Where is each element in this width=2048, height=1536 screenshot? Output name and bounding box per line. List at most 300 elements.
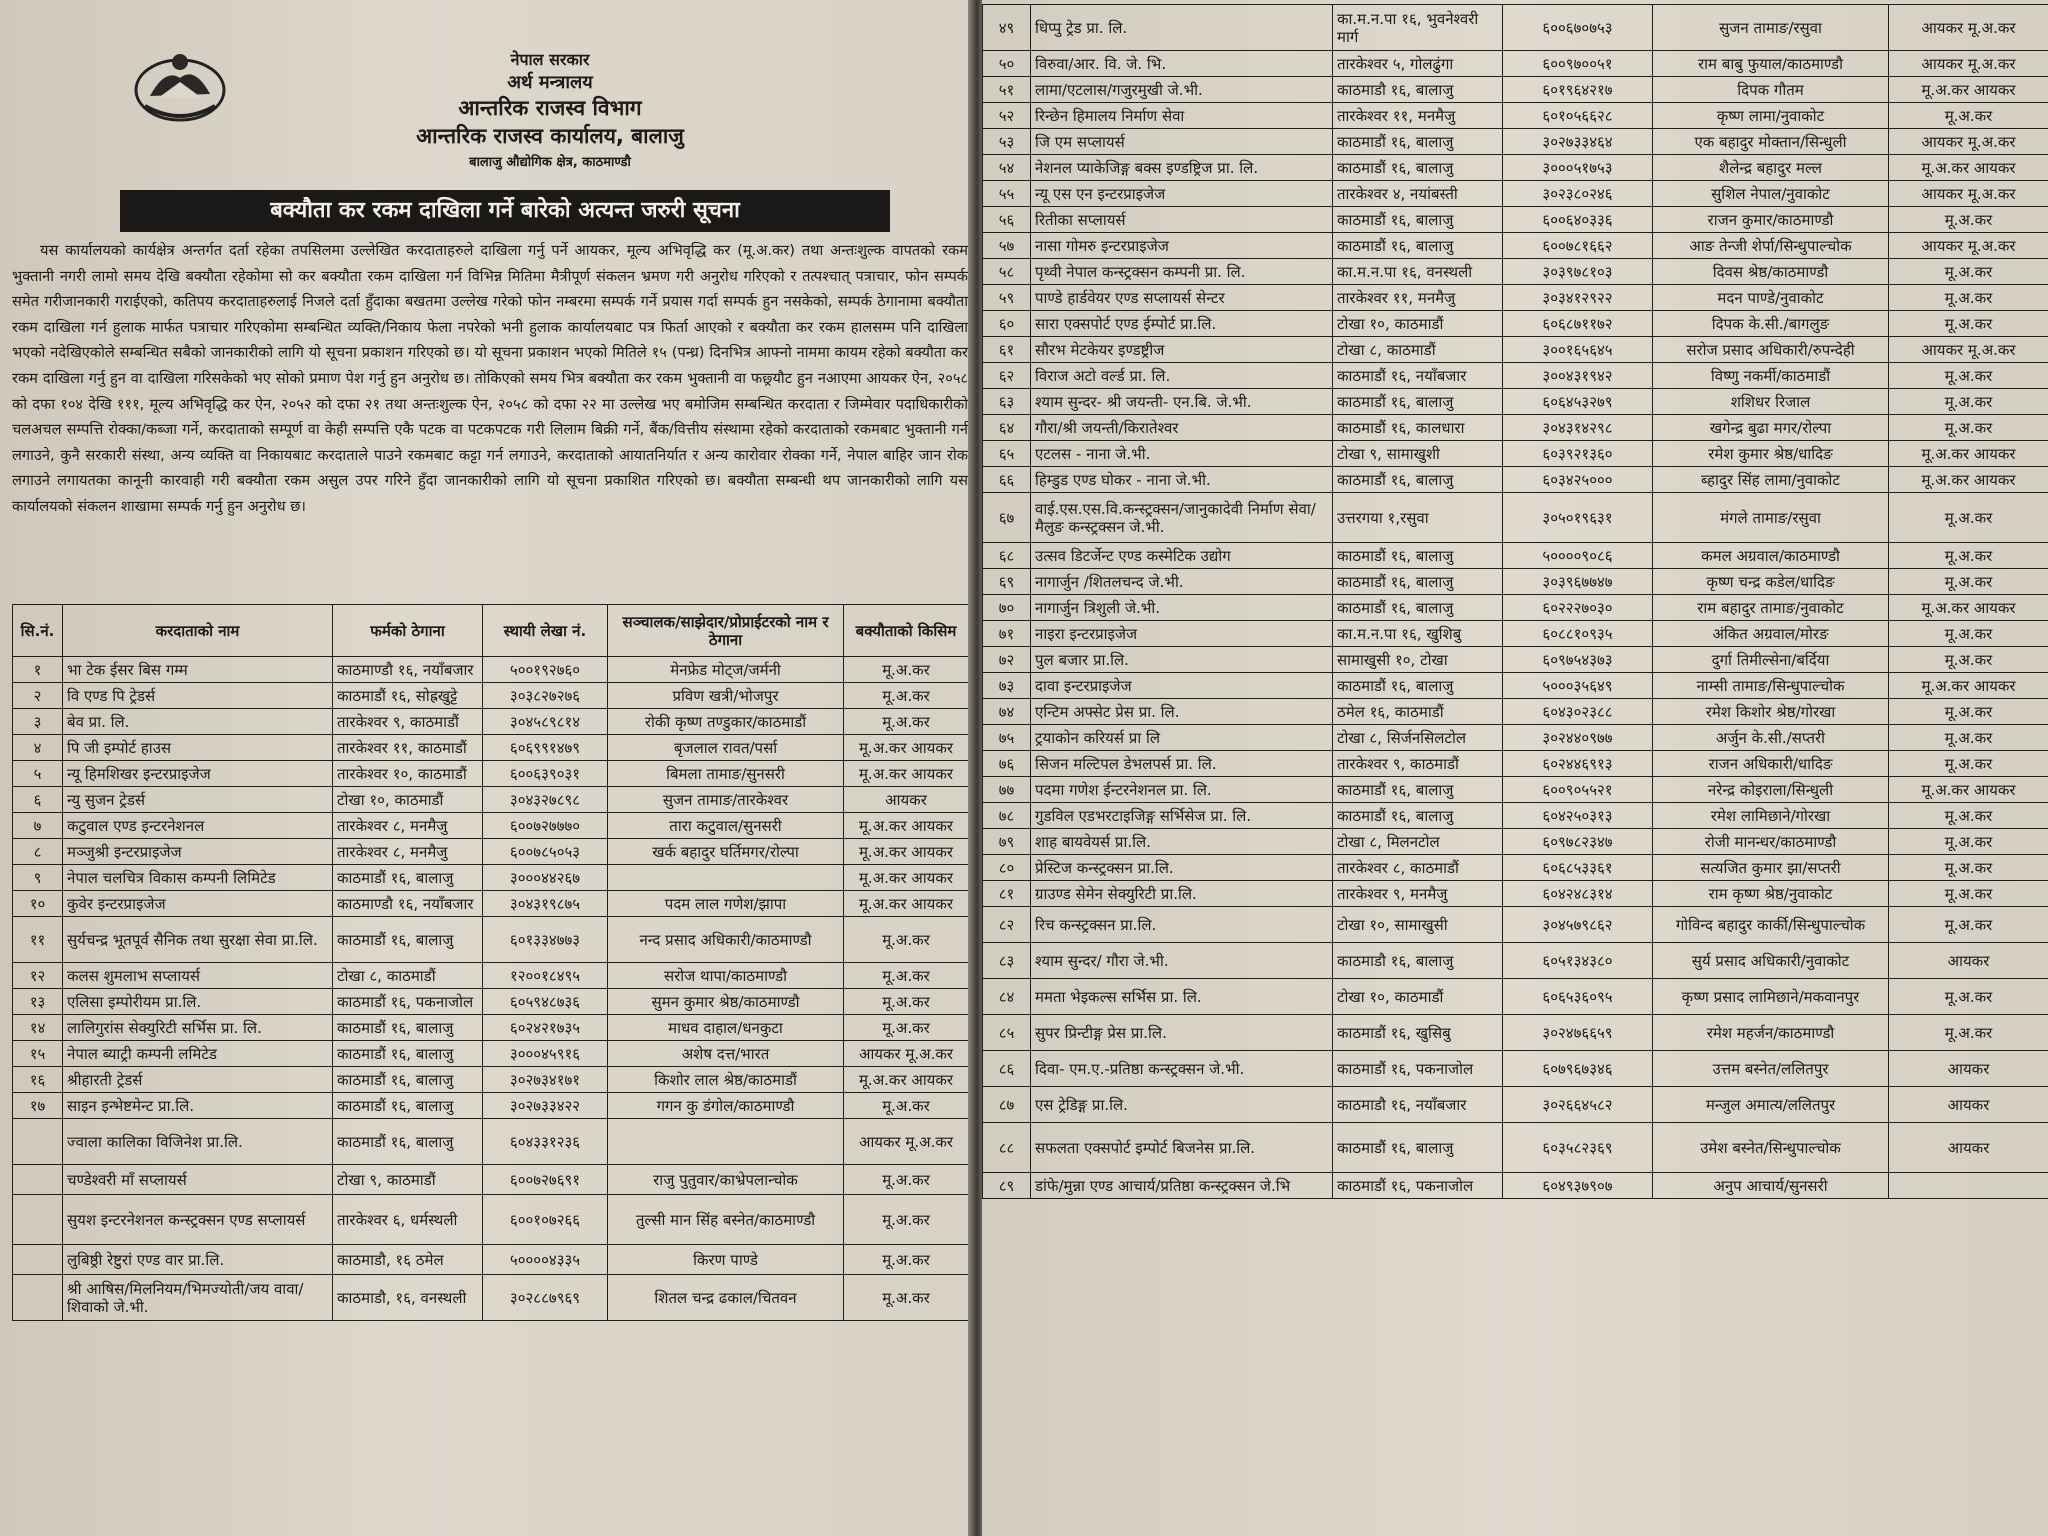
row-name: कुवेर इन्टरप्राइजेज [63, 891, 333, 917]
row-name: पुल बजार प्रा.लि. [1031, 647, 1333, 673]
row-type: मू.अ.कर [844, 1245, 969, 1275]
row-type: मू.अ.कर [844, 917, 969, 963]
row-type: मू.अ.कर [1889, 907, 2048, 943]
row-address: का.म.न.पा १६, खुशिबु [1333, 621, 1503, 647]
table-row [13, 1093, 969, 1119]
row-name: वि एण्ड पि ट्रेडर्स [63, 683, 333, 709]
table-row [13, 657, 969, 683]
row-sn: ५१ [983, 77, 1031, 103]
row-name: वाई.एस.एस.वि.कन्स्ट्रक्सन/जानुकादेवी निर्माण सेवा/मैलुङ कन्स्ट्रक्सन जे.भी. [1031, 493, 1333, 543]
row-name: पृथ्वी नेपाल कन्स्ट्रक्सन कम्पनी प्रा. लि. [1031, 259, 1333, 285]
table-row [983, 777, 2048, 803]
row-type: मू.अ.कर आयकर [1889, 77, 2048, 103]
row-name: नेपाल ब्याट्री कम्पनी लमिटेड [63, 1041, 333, 1067]
row-sn: ७३ [983, 673, 1031, 699]
row-type: आयकर [844, 787, 969, 813]
row-address: ठमेल १६, काठमाडौं [1333, 699, 1503, 725]
nepal-government-emblem [130, 48, 230, 126]
row-address: काठमाडौं १६, बालाजु [1333, 233, 1503, 259]
header-address: फर्मको ठेगाना [333, 605, 483, 657]
table-row [983, 725, 2048, 751]
table-row [983, 699, 2048, 725]
row-pan: ६०५९४८७३६ [483, 989, 608, 1015]
table-row [983, 493, 2048, 543]
header-pan: स्थायी लेखा नं. [483, 605, 608, 657]
row-name: ट्रयाकोन करियर्स प्रा लि [1031, 725, 1333, 751]
row-owner: सरोज थापा/काठमाण्डौ [608, 963, 844, 989]
row-type: आयकर [1889, 1123, 2048, 1173]
row-sn: ५८ [983, 259, 1031, 285]
row-owner: कृष्ण चन्द्र कडेल/धादिङ [1653, 569, 1889, 595]
row-sn: ६० [983, 311, 1031, 337]
row-name: विरुवा/आर. वि. जे. भि. [1031, 51, 1333, 77]
row-type: मू.अ.कर [1889, 803, 2048, 829]
row-owner: रोकी कृष्ण तण्डुकार/काठमाडौं [608, 709, 844, 735]
row-address: तारकेश्वर ५, गोलढुंगा [1333, 51, 1503, 77]
row-sn: ८० [983, 855, 1031, 881]
row-owner: नन्द प्रसाद अधिकारी/काठमाण्डौ [608, 917, 844, 963]
table-row [13, 891, 969, 917]
row-address: काठमाडौं १६, खुसिबु [1333, 1015, 1503, 1051]
row-owner: रमेश किशोर श्रेष्ठ/गोरखा [1653, 699, 1889, 725]
row-sn: ८६ [983, 1051, 1031, 1087]
header-owner: सञ्चालक/साझेदार/प्रोप्राईटरको नाम र ठेगाना [608, 605, 844, 657]
row-sn: ८१ [983, 881, 1031, 907]
row-pan: ३०२४४०९७७ [1503, 725, 1653, 751]
row-owner: प्रविण खत्री/भोजपुर [608, 683, 844, 709]
table-row [983, 543, 2048, 569]
row-name: लामा/एटलास/गजुरमुखी जे.भी. [1031, 77, 1333, 103]
table-row [13, 1041, 969, 1067]
row-pan: ६०४२४८३१४ [1503, 881, 1653, 907]
row-sn: ६७ [983, 493, 1031, 543]
row-name: गुडविल एडभरटाइजिङ्ग सर्भिसेज प्रा. लि. [1031, 803, 1333, 829]
row-pan: ६०३५८२३६९ [1503, 1123, 1653, 1173]
header-sn: सि.नं. [13, 605, 63, 657]
row-address: टोखा १०, काठमाडौं [1333, 311, 1503, 337]
row-address: तारकेश्वर ८, मनमैजु [333, 813, 483, 839]
row-owner: राम बहादुर तामाङ/नुवाकोट [1653, 595, 1889, 621]
row-pan: ५०००३५६४९ [1503, 673, 1653, 699]
row-pan: ६००७२७६९१ [483, 1165, 608, 1195]
row-sn: ५५ [983, 181, 1031, 207]
table-row [13, 1195, 969, 1245]
row-name: ग्राउण्ड सेमेन सेक्युरिटी प्रा.लि. [1031, 881, 1333, 907]
row-type: मू.अ.कर [1889, 415, 2048, 441]
row-name: नागार्जुन /शितलचन्द जे.भी. [1031, 569, 1333, 595]
row-sn: ७१ [983, 621, 1031, 647]
row-address: टोखा ८, काठमाडौं [333, 963, 483, 989]
row-name: गौरा/श्री जयन्ती/किरातेश्वर [1031, 415, 1333, 441]
row-pan: ३०२७३३४२२ [483, 1093, 608, 1119]
row-address: काठमाण्डौ १६, नयाँबजार [333, 891, 483, 917]
row-type: मू.अ.कर [844, 1015, 969, 1041]
row-address: टोखा ८, मिलनटोल [1333, 829, 1503, 855]
row-name: भा टेक ईसर बिस गम्म [63, 657, 333, 683]
row-pan: ३०२७३३४६४ [1503, 129, 1653, 155]
row-name: बेव प्रा. लि. [63, 709, 333, 735]
right-page [982, 0, 2048, 1536]
header-line-department: आन्तरिक राजस्व विभाग [458, 96, 642, 120]
row-owner [608, 1119, 844, 1165]
row-type: मू.अ.कर [1889, 569, 2048, 595]
row-pan: ६००७८१६६२ [1503, 233, 1653, 259]
row-name: रिन्छेन हिमालय निर्माण सेवा [1031, 103, 1333, 129]
row-type: मू.अ.कर [1889, 103, 2048, 129]
row-type [1889, 1173, 2048, 1199]
table-row [983, 647, 2048, 673]
row-name: पि जी इम्पोर्ट हाउस [63, 735, 333, 761]
header-name: करदाताको नाम [63, 605, 333, 657]
row-address: टोखा ८, सिर्जनसिलटोल [1333, 725, 1503, 751]
row-name: कलस शुमलाभ सप्लायर्स [63, 963, 333, 989]
row-pan: ३०२६६४५८२ [1503, 1087, 1653, 1123]
row-pan: ३०००४५९१६ [483, 1041, 608, 1067]
table-row [983, 77, 2048, 103]
row-sn: १२ [13, 963, 63, 989]
row-address: काठमाडौं १६, बालाजु [1333, 155, 1503, 181]
table-row [983, 855, 2048, 881]
table-header-row [13, 605, 969, 657]
row-type: आयकर मू.अ.कर [1889, 337, 2048, 363]
row-owner: कृष्ण प्रसाद लामिछाने/मकवानपुर [1653, 979, 1889, 1015]
table-row [13, 1015, 969, 1041]
row-owner: तुल्सी मान सिंह बस्नेत/काठमाण्डौ [608, 1195, 844, 1245]
table-row [983, 311, 2048, 337]
row-type: मू.अ.कर [1889, 725, 2048, 751]
row-name: सिजन मल्टिपल डेभलपर्स प्रा. लि. [1031, 751, 1333, 777]
row-type: मू.अ.कर [1889, 363, 2048, 389]
row-owner: कृष्ण लामा/नुवाकोट [1653, 103, 1889, 129]
row-owner: गोविन्द बहादुर कार्की/सिन्धुपाल्चोक [1653, 907, 1889, 943]
table-row [13, 839, 969, 865]
row-pan: ३०३९७८१०३ [1503, 259, 1653, 285]
table-row [13, 1165, 969, 1195]
row-pan: ३००४३१९४२ [1503, 363, 1653, 389]
row-owner: मेनफ्रेड मोट्ज/जर्मनी [608, 657, 844, 683]
row-pan: ६०१०५६६२८ [1503, 103, 1653, 129]
row-name: शाह बायवेयर्स प्रा.लि. [1031, 829, 1333, 855]
table-row [983, 803, 2048, 829]
row-sn: ५२ [983, 103, 1031, 129]
row-pan: ६०२४२१७३५ [483, 1015, 608, 1041]
row-owner: रमेश कुमार श्रेष्ठ/धादिङ [1653, 441, 1889, 467]
row-address: काठमाडौं १६, बालाजु [333, 865, 483, 891]
row-sn: ७५ [983, 725, 1031, 751]
row-address: तारकेश्वर ६, धर्मस्थली [333, 1195, 483, 1245]
row-sn [13, 1245, 63, 1275]
row-type: मू.अ.कर [1889, 389, 2048, 415]
table-row [983, 1051, 2048, 1087]
row-owner: शशिधर रिजाल [1653, 389, 1889, 415]
row-sn [13, 1165, 63, 1195]
row-pan: ३०४३१४२९८ [1503, 415, 1653, 441]
row-owner: किरण पाण्डे [608, 1245, 844, 1275]
row-sn: ६३ [983, 389, 1031, 415]
row-type: मू.अ.कर [1889, 1015, 2048, 1051]
row-name: विराज अटो वर्ल्ड प्रा. लि. [1031, 363, 1333, 389]
row-sn: ८९ [983, 1173, 1031, 1199]
row-name: सफलता एक्सपोर्ट इम्पोर्ट बिजनेस प्रा.लि. [1031, 1123, 1333, 1173]
table-row [983, 415, 2048, 441]
row-pan: ३०३४१२९२२ [1503, 285, 1653, 311]
row-name: सौरभ मेटकेयर इण्डष्ट्रीज [1031, 337, 1333, 363]
row-owner: राजु पुतुवार/काभ्रेपलान्चोक [608, 1165, 844, 1195]
row-type: मू.अ.कर आयकर [844, 761, 969, 787]
header-line-office: आन्तरिक राजस्व कार्यालय, बालाजु [416, 124, 684, 148]
row-pan: ३०२८८७९६९ [483, 1275, 608, 1321]
row-name: श्रीहारती ट्रेडर्स [63, 1067, 333, 1093]
row-pan: ६००९०५५२१ [1503, 777, 1653, 803]
row-owner: सत्यजित कुमार झा/सप्तरी [1653, 855, 1889, 881]
row-type: मू.अ.कर आयकर [844, 735, 969, 761]
row-name: सुयश इन्टरनेशनल कन्स्ट्रक्सन एण्ड सप्लायर्स [63, 1195, 333, 1245]
row-name: डांफे/मुन्ना एण्ड आचार्य/प्रतिष्ठा कन्स्ट्रक्सन जे.भि [1031, 1173, 1333, 1199]
row-sn: ५४ [983, 155, 1031, 181]
row-type: मू.अ.कर आयकर [844, 1067, 969, 1093]
row-owner: शैलेन्द्र बहादुर मल्ल [1653, 155, 1889, 181]
right-table-body [983, 5, 2048, 1199]
row-address: टोखा १०, सामाखुसी [1333, 907, 1503, 943]
table-row [983, 181, 2048, 207]
row-pan: ३०००४४२६७ [483, 865, 608, 891]
row-owner: कमल अग्रवाल/काठमाण्डौ [1653, 543, 1889, 569]
row-address: काठमाडौं १६, नयाँबजार [1333, 363, 1503, 389]
row-sn [13, 1195, 63, 1245]
table-row [13, 683, 969, 709]
row-pan: ६००१०७२६६ [483, 1195, 608, 1245]
row-pan: ६०४३३१२३६ [483, 1119, 608, 1165]
table-row [983, 51, 2048, 77]
row-owner: शितल चन्द्र ढकाल/चितवन [608, 1275, 844, 1321]
row-owner [608, 865, 844, 891]
row-pan: ६०३९२१३६० [1503, 441, 1653, 467]
row-owner: मदन पाण्डे/नुवाकोट [1653, 285, 1889, 311]
table-row [983, 155, 2048, 181]
row-sn: ६८ [983, 543, 1031, 569]
row-type: आयकर मू.अ.कर [1889, 129, 2048, 155]
row-type: मू.अ.कर आयकर [844, 865, 969, 891]
row-sn: ११ [13, 917, 63, 963]
row-name: एस ट्रेडिङ्ग प्रा.लि. [1031, 1087, 1333, 1123]
row-pan: ३०००५१७५३ [1503, 155, 1653, 181]
row-type: आयकर [1889, 1087, 2048, 1123]
row-address: टोखा ९, सामाखुशी [1333, 441, 1503, 467]
table-row [983, 5, 2048, 51]
row-owner: अनुप आचार्य/सुनसरी [1653, 1173, 1889, 1199]
row-address: तारकेश्वर १०, काठमाडौं [333, 761, 483, 787]
row-type: मू.अ.कर [1889, 979, 2048, 1015]
row-owner: खर्क बहादुर घर्तिमगर/रोल्पा [608, 839, 844, 865]
row-address: काठमाडौ १६, नयाँबजार [1333, 1087, 1503, 1123]
table-row [13, 917, 969, 963]
row-address: तारकेश्वर ९, मनमैजु [1333, 881, 1503, 907]
row-pan: ६०४९३७९०७ [1503, 1173, 1653, 1199]
row-pan: ६०९७५४३७३ [1503, 647, 1653, 673]
row-sn: ६९ [983, 569, 1031, 595]
row-sn: ८७ [983, 1087, 1031, 1123]
row-type: मू.अ.कर [844, 657, 969, 683]
table-row [983, 389, 2048, 415]
table-row [983, 1173, 2048, 1199]
row-type: मू.अ.कर आयकर [1889, 155, 2048, 181]
table-row [983, 467, 2048, 493]
row-name: हिम्डुड एण्ड घोकर - नाना जे.भी. [1031, 467, 1333, 493]
row-sn: १० [13, 891, 63, 917]
row-owner: सरोज प्रसाद अधिकारी/रुपन्देही [1653, 337, 1889, 363]
row-sn: ७ [13, 813, 63, 839]
row-type: मू.अ.कर आयकर [1889, 777, 2048, 803]
row-type: आयकर मू.अ.कर [1889, 181, 2048, 207]
row-type: मू.अ.कर [1889, 311, 2048, 337]
row-type: मू.अ.कर [1889, 647, 2048, 673]
table-row [13, 761, 969, 787]
row-address: टोखा ८, काठमाडौं [1333, 337, 1503, 363]
row-sn: ५७ [983, 233, 1031, 259]
row-sn: ८३ [983, 943, 1031, 979]
row-sn: ८ [13, 839, 63, 865]
row-owner: किशोर लाल श्रेष्ठ/काठमाडौं [608, 1067, 844, 1093]
row-type: मू.अ.कर आयकर [844, 813, 969, 839]
row-pan: ६०६८५३३६१ [1503, 855, 1653, 881]
row-name: सारा एक्सपोर्ट एण्ड ईम्पोर्ट प्रा.लि. [1031, 311, 1333, 337]
row-sn: २ [13, 683, 63, 709]
row-address: तारकेश्वर ११, मनमैजु [1333, 103, 1503, 129]
row-address: काठमाडौं १६, बालाजु [1333, 803, 1503, 829]
row-pan: ५००१९२७६० [483, 657, 608, 683]
row-address: का.म.न.पा १६, भुवनेश्वरी मार्ग [1333, 5, 1503, 51]
row-owner: रमेश महर्जन/काठमाण्डौ [1653, 1015, 1889, 1051]
row-owner: राजन अधिकारी/धादिङ [1653, 751, 1889, 777]
row-address: का.म.न.पा १६, वनस्थली [1333, 259, 1503, 285]
row-name: उत्सव डिटर्जेन्ट एण्ड कस्मेटिक उद्योग [1031, 543, 1333, 569]
row-owner: रमेश लामिछाने/गोरखा [1653, 803, 1889, 829]
right-taxpayer-table [982, 4, 2048, 1199]
table-row [983, 979, 2048, 1015]
row-pan: ३०४३१९८७५ [483, 891, 608, 917]
row-sn: ७० [983, 595, 1031, 621]
row-address: टोखा १०, काठमाडौं [1333, 979, 1503, 1015]
row-sn: ७७ [983, 777, 1031, 803]
row-sn: ७८ [983, 803, 1031, 829]
row-sn: ८८ [983, 1123, 1031, 1173]
row-owner: दिपक गौतम [1653, 77, 1889, 103]
row-type: आयकर [1889, 1051, 2048, 1087]
row-address: तारकेश्वर ८, मनमैजु [333, 839, 483, 865]
row-type: मू.अ.कर [844, 683, 969, 709]
row-name: न्यू हिमशिखर इन्टरप्राइजेज [63, 761, 333, 787]
row-type: मू.अ.कर [844, 963, 969, 989]
row-type: आयकर मू.अ.कर [1889, 233, 2048, 259]
row-name: लालिगुरांस सेक्युरिटी सर्भिस प्रा. लि. [63, 1015, 333, 1041]
row-owner: तारा कटुवाल/सुनसरी [608, 813, 844, 839]
row-owner: पदम लाल गणेश/झापा [608, 891, 844, 917]
notice-body: यस कार्यालयको कार्यक्षेत्र अन्तर्गत दर्ता रहेका तपसिलमा उल्लेखित करदाताहरुले दाखिला गर्नु पर्ने आयकर, मूल्य अभिवृद्धि कर (मू.अ.कर) तथा अन्तःशुल्क वापतको रकम भुक्तानी नगरी लामो समय देखि बक्यौता रहेकोमा सो कर बक्यौता रकम दाखिला गर्न विभिन्न मितिमा मैत्रीपूर्ण संकलन भ्रमण गरी अनुरोध गरिएको र तत्पश्चात् पत्राचार, फोन सम्पर्क समेत गरीजानकारी गराईएको, कतिपय करदाताहरुलाई निजले दर्ता हुँदाका बखतमा उल्लेख गरेको फोन नम्बरमा सम्पर्क गर्ने प्रयास गर्दा सम्पर्क हुन नसकेको, सम्पर्क ठेगानामा बक्यौता रकम दाखिला गर्न हुलाक मार्फत पत्राचार गरिएकोमा सम्बन्धित व्यक्ति/निकाय फेला नपरेको भनी हुलाक कार्यालयबाट पत्र फिर्ता आएको र बक्यौता कर रकम हालसम्म पनि दाखिला भएको नदेखिएकोले सम्बन्धित सबैको जानकारीको लागि यो सूचना प्रकाशन गरिएको छ। यो सूचना प्रकाशन भएको मितिले १५ (पन्ध्र) दिनभित्र आफ्नो नाममा कायम रहेको बक्यौता कर रकम दाखिला गर्नु हुन वा दाखिला गरिसकेको भए सोको प्रमाण पेश गर्नु हुन अनुरोध छ। तोकिएको समय भित्र बक्यौता कर रकम भुक्तानी वा फछ्र्यौट हुन नआएमा आयकर ऐन, २०५८ को दफा १०४ देखि १११, मूल्य अभिवृद्धि कर ऐन, २०५२ को दफा २१ तथा अन्तःशुल्क ऐन, २०५८ को दफा २२ मा उल्लेख भए बमोजिम सम्बन्धित करदाता र जिम्मेवार पदाधिकारीको चलअचल सम्पत्ति रोक्का/कब्जा गर्ने, करदाताको सम्पूर्ण वा केही सम्पत्ति एकै पटक वा पटकपटक गरी लिलाम बिक्री गर्ने, बैंक/वित्तीय संस्थामा रहेको करदाताको रकमबाट भुक्तानी गर्न लगाउने, कुनै सरकारी संस्था, अन्य व्यक्ति वा निकायबाट करदाताले पाउने रकमबाट कट्टा गर्न लगाउने, करदाताको आयातनिर्यात र अन्य कारोवार रोक्का गर्ने, नेपाल बाहिर जान रोक लगाउने लगायतका कानूनी कारवाही गरी बक्यौता रकम असुल उपर गरिने हुँदा जानकारीको लागि यो सूचना प्रकाशित गरिएको छ। बक्यौता सम्बन्धी थप जानकारीको लागि यस कार्यालयको संकलन शाखामा सम्पर्क गर्नु हुन अनुरोध छ। [12, 242, 968, 515]
notice-header [0, 40, 972, 190]
row-owner: खगेन्द्र बुढा मगर/रोल्पा [1653, 415, 1889, 441]
row-pan: ६०६८७११७२ [1503, 311, 1653, 337]
table-row [983, 441, 2048, 467]
row-pan: ६००६७०७५३ [1503, 5, 1653, 51]
header-line-address: बालाजु औद्योगिक क्षेत्र, काठमाण्डौ [469, 155, 631, 170]
row-sn: १ [13, 657, 63, 683]
row-owner: उमेश बस्नेत/सिन्धुपाल्चोक [1653, 1123, 1889, 1173]
row-address: काठमाडौं १६, बालाजु [1333, 777, 1503, 803]
row-sn: ५० [983, 51, 1031, 77]
row-address: काठमाडौं १६, बालाजु [1333, 389, 1503, 415]
row-address: तारकेश्वर ११, मनमैजु [1333, 285, 1503, 311]
table-row [13, 709, 969, 735]
row-sn: ४ [13, 735, 63, 761]
row-type: आयकर मू.अ.कर [1889, 5, 2048, 51]
header-type: बक्यौताको किसिम [844, 605, 969, 657]
row-owner: सुर्य प्रसाद अधिकारी/नुवाकोट [1653, 943, 1889, 979]
row-pan: ३०३८२७२७६ [483, 683, 608, 709]
row-address: काठमाडौं १६, बालाजु [333, 1119, 483, 1165]
row-name: मञ्जुश्री इन्टरप्राइजेज [63, 839, 333, 865]
row-type: मू.अ.कर [1889, 543, 2048, 569]
row-pan: ६०६४५३२७९ [1503, 389, 1653, 415]
row-sn: ५९ [983, 285, 1031, 311]
row-owner: दिवस श्रेष्ठ/काठमाण्डौ [1653, 259, 1889, 285]
row-sn: ७९ [983, 829, 1031, 855]
row-sn: ८५ [983, 1015, 1031, 1051]
row-type: मू.अ.कर [1889, 207, 2048, 233]
row-address: काठमाडौं १६, पकनाजोल [333, 989, 483, 1015]
row-pan: ६०४३०२३८८ [1503, 699, 1653, 725]
row-address: तारकेश्वर ९, काठमाडौं [333, 709, 483, 735]
row-sn: ५ [13, 761, 63, 787]
row-owner: मंगले तामाङ/रसुवा [1653, 493, 1889, 543]
row-pan: ६०३४२५००० [1503, 467, 1653, 493]
row-sn: ४९ [983, 5, 1031, 51]
row-pan: ५००००४३३५ [483, 1245, 608, 1275]
row-sn: ८४ [983, 979, 1031, 1015]
table-row [13, 963, 969, 989]
table-row [983, 569, 2048, 595]
row-address: तारकेश्वर ४, नयांबस्ती [1333, 181, 1503, 207]
row-name: प्रेस्टिज कन्स्ट्रक्सन प्रा.लि. [1031, 855, 1333, 881]
row-sn: ८२ [983, 907, 1031, 943]
row-sn: ६६ [983, 467, 1031, 493]
row-address: काठमाडौ १६, बालाजु [1333, 943, 1503, 979]
row-owner: उत्तम बस्नेत/ललितपुर [1653, 1051, 1889, 1087]
row-pan: ६००६४०३३६ [1503, 207, 1653, 233]
table-row [13, 865, 969, 891]
table-row [13, 989, 969, 1015]
row-sn [13, 1119, 63, 1165]
row-address: काठमाडौं १६, बालाजु [1333, 207, 1503, 233]
row-type: मू.अ.कर आयकर [1889, 595, 2048, 621]
left-table-body [13, 657, 969, 1321]
row-type: मू.अ.कर [844, 989, 969, 1015]
row-owner: अर्जुन के.सी./सप्तरी [1653, 725, 1889, 751]
table-row [983, 233, 2048, 259]
row-name: पाण्डे हार्डवेयर एण्ड सप्लायर्स सेन्टर [1031, 285, 1333, 311]
table-row [983, 259, 2048, 285]
row-type: मू.अ.कर [1889, 829, 2048, 855]
row-pan: ६०६९९१४७९ [483, 735, 608, 761]
row-type: आयकर मू.अ.कर [844, 1041, 969, 1067]
row-name: नाइरा इन्टरप्राइजेज [1031, 621, 1333, 647]
row-pan: ३०२३८०२४६ [1503, 181, 1653, 207]
row-pan: ६००७८५०५३ [483, 839, 608, 865]
row-sn: १५ [13, 1041, 63, 1067]
row-name: सुपर प्रिन्टीङ्ग प्रेस प्रा.लि. [1031, 1015, 1333, 1051]
table-row [983, 829, 2048, 855]
row-owner: ब्हादुर सिंह लामा/नुवाकोट [1653, 467, 1889, 493]
row-pan: ३०३९६७७४७ [1503, 569, 1653, 595]
